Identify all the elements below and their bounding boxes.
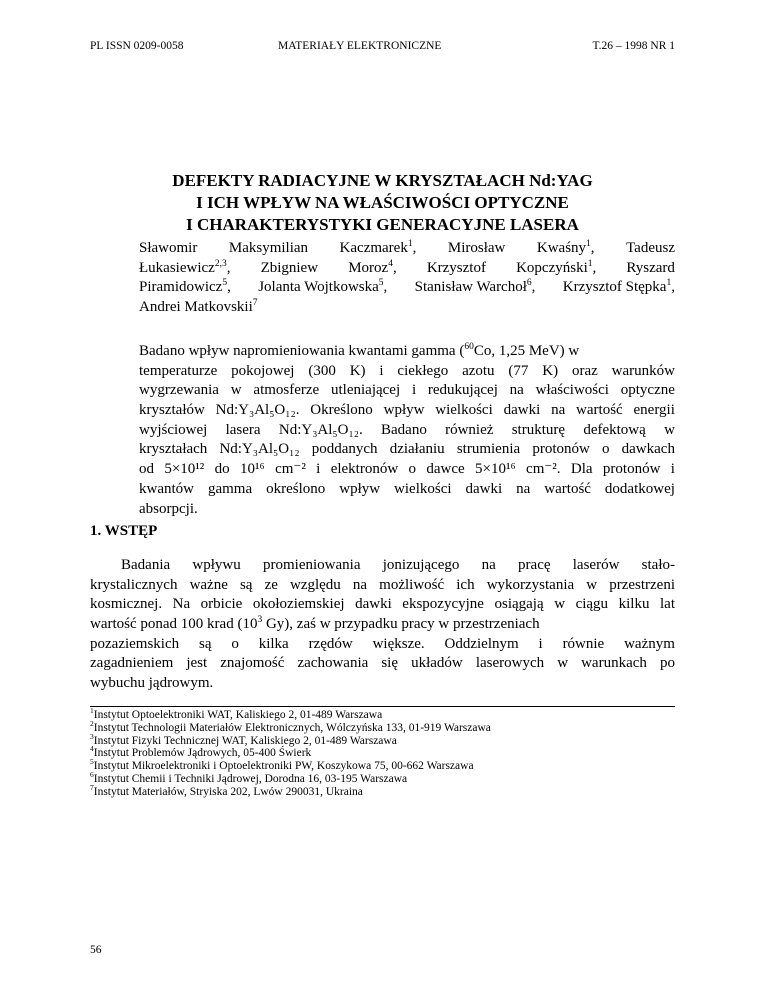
word: warunkach [581,655,647,672]
word: Badania [121,557,171,573]
word: utleniającej [331,382,401,399]
word: na [516,480,531,497]
word: wartość [576,402,623,419]
word: protonów [602,461,661,478]
word: wpływu [192,557,241,573]
word: kilku [618,596,650,613]
author-name: Ryszard [626,259,675,276]
word: wartość [544,480,591,497]
word: ciągu [575,596,609,613]
word: Dla [570,461,593,478]
word: od [139,461,154,478]
word: cm⁻² [275,461,306,478]
word: przestrzeni [609,576,675,593]
word: protonów [532,441,590,458]
word: w [557,655,569,672]
word: promieniowania [263,557,361,573]
author-name: Łukasiewicz$^{2,3}$, [139,258,231,276]
word: osiągają [494,596,544,613]
word: energii [633,402,675,419]
body-paragraph [90,556,675,694]
word: ich [456,576,475,593]
word: krystalicznych [90,576,178,593]
word: K) [349,362,366,379]
word: o [231,635,239,652]
abstract-line [139,401,675,421]
word: rzędów [308,635,353,652]
word: poddanych [311,441,378,458]
word: 5×10¹⁶ [475,461,516,478]
author-middle-name: Maksymilian [228,240,309,256]
word: kwantów [139,480,194,497]
word: (77 [508,362,529,379]
volume-issue: T.26 – 1998 NR 1 [592,40,675,52]
word: dawce [426,461,465,478]
author-name: Kwaśny$^1$, [536,239,595,256]
word: w [230,382,242,399]
word: na [551,402,566,419]
word: K) [542,362,559,379]
word: stało- [641,557,675,573]
word: na [509,382,524,399]
word: możliwość [379,576,445,593]
body-line [90,654,675,674]
word: atmosferze [253,382,320,399]
word: są [199,635,212,652]
word: ekspozycyjne [402,596,484,613]
word: kosmicznej. [90,596,163,613]
word: Badano [381,421,427,438]
abstract-line [139,362,675,382]
author-line [139,239,675,259]
word: temperaturze [139,362,218,379]
word: wielkości [435,402,493,419]
word: azotu [462,362,495,379]
page-number: 56 [90,944,102,956]
word: jest [186,655,208,672]
word: wielkości [394,480,452,497]
title-line-1: DEFEKTY RADIACYJNE W KRYSZTAŁACH Nd:YAG [172,171,593,190]
body-line [90,595,675,615]
author-name: Andrei Matkovskii$^7$ [139,297,258,315]
word: i [538,635,543,652]
abstract-line [139,480,675,500]
word: lasera [225,421,261,438]
abstract-line [139,421,675,441]
abstract-line [139,381,675,401]
running-header [90,40,675,56]
word: są [239,576,253,593]
word: oraz [571,362,598,379]
word: 10¹⁶ [240,461,265,478]
word: ze [264,576,278,593]
word: lat [660,596,675,613]
body-line [90,635,675,655]
abstract-line [139,440,675,460]
word: dodatkowej [604,480,675,497]
word: ważne [189,576,228,593]
author-name: Stanisław Warchoł$^6$, [414,278,536,296]
word: Nd:Y₃Al₅O₁₂ [219,441,300,458]
author-name: Piramidowicz$^5$, [139,278,231,296]
author-line [139,259,675,279]
word: pracę [518,557,551,573]
author-first-name: Sławomir [139,240,198,256]
footnote-divider [90,706,675,707]
author-name: Krzysztof [426,259,486,276]
section-heading: 1. WSTĘP [90,523,158,539]
footnote: $^7$Instytut Materiałów, Stryiska 202, Lwów 290031, Ukraina [90,782,363,798]
word: cm⁻². [526,461,561,478]
word: zachowania [297,655,369,672]
word: Określono [310,402,373,419]
word: redukującej [427,382,498,399]
footnote: $^5$Instytut Mikroelektroniki i Optoelektroniki PW, Koszykowa 75, 00-662 Warszawa [90,757,474,773]
word: właściwości [535,382,609,399]
word: Nd:Y₃Al₅O₁₂. [215,402,300,419]
author-name: Jolanta Wojtkowska$^5$, [258,278,388,296]
word: kilka [258,635,289,652]
word: jonizującego [382,557,460,573]
word: okołoziemskiej [252,596,345,613]
word: strukturę [511,421,566,438]
word: o [408,461,417,478]
author-name: Mirosław [447,240,506,256]
body-line [90,556,675,576]
word: pokojowej [231,362,295,379]
word: 5×10¹² [164,461,205,478]
word: również [445,421,494,438]
footnote: $^6$Instytut Chemii i Techniki Jądrowej, Dorodna 16, 03-195 Warszawa [90,770,408,785]
word: działaniu [389,441,445,458]
word: się [381,655,399,672]
journal-name: MATERIAŁY ELEKTRONICZNE [278,40,442,52]
word: ważnym [624,635,675,652]
word: w [586,576,598,593]
word: wykorzystania [486,576,575,593]
word: (300 [308,362,336,379]
body-line [90,576,675,596]
word: na [352,576,368,593]
word: kryształów [139,402,205,419]
word: Na [172,596,191,613]
word: defektową [583,421,646,438]
abstract [139,342,675,519]
word: i [411,382,417,399]
word: większe. [372,635,425,652]
author-name: Kaczmarek$^1$, [339,239,417,256]
word: do [214,461,230,478]
word: wpływ [383,402,425,419]
word: dawki [355,596,392,613]
word: i [379,362,384,379]
word: układów [411,655,463,672]
word: laserowych [475,655,545,672]
author-name: Zbigniew [260,259,319,276]
word: optyczne [620,382,675,399]
abstract-line: absorpcji. [139,500,198,517]
word: równie [562,635,605,652]
paper-title [90,170,675,236]
author-list [139,239,675,317]
word: wyjściowej [139,421,208,438]
word: po [659,655,675,672]
word: i [670,461,675,478]
body-line: wartość ponad 100 krad ($10^3$ Gy), zaś w przypadku pracy w przestrzeniach [90,615,540,633]
word: i [316,461,321,478]
footnote: $^4$Instytut Problemów Jądrowych, 05-400 Świerk [90,744,312,760]
word: określono [266,480,326,497]
word: gamma [207,480,253,497]
word: względu [289,576,341,593]
word: Nd:Y₃Al₅O₁₂. [278,421,363,438]
abstract-line: Badano wpływ napromieniowania kwantami gamma ($^{60}$Co, 1,25 MeV) w [139,342,580,359]
word: kryształach [139,441,208,458]
word: warunków [611,362,675,379]
author-name: Kopczyński$^1$, [516,258,597,276]
word: dawki [465,480,503,497]
word: elektronów [330,461,399,478]
author-name: Tadeusz [626,240,675,256]
author-line [139,278,675,298]
word: orbicie [200,596,243,613]
word: w [664,421,675,438]
body-line: wybuchu jądrowym. [90,675,214,692]
word: wygrzewania [139,382,219,399]
abstract-line [139,460,675,480]
word: znajomość [220,655,285,672]
author-name: Krzysztof Stępka$^1$, [562,278,675,296]
word: strumienia [456,441,521,458]
affiliations-footnotes [90,706,675,799]
footnote: $^3$Instytut Fizyki Technicznej WAT, Kaliskiego 2, 01-489 Warszawa [90,731,397,747]
word: na [481,557,496,573]
title-line-3: I CHARAKTERYSTYKI GENERACYJNE LASERA [186,215,579,234]
word: w [554,596,566,613]
word: dawki [503,402,541,419]
footnote: $^1$Instytut Optoelektroniki WAT, Kaliskiego 2, 01-489 Warszawa [90,706,383,721]
title-line-2: I ICH WPŁYW NA WŁAŚCIWOŚCI OPTYCZNE [196,193,569,212]
word: wpływ [339,480,381,497]
author-line [139,298,675,318]
word: dawkach [621,441,675,458]
word: Oddzielnym [444,635,519,652]
word: laserów [572,557,620,573]
author-name: Moroz$^4$, [348,258,397,276]
issn-label: PL ISSN 0209-0058 [90,40,184,52]
word: ciekłego [397,362,449,379]
word: zagadnieniem [90,655,174,672]
word: pozaziemskich [90,635,180,652]
footnote: $^2$Instytut Technologii Materiałów Elektronicznych, Wólczyńska 133, 01-919 Warszawa [90,718,491,734]
word: o [601,441,610,458]
